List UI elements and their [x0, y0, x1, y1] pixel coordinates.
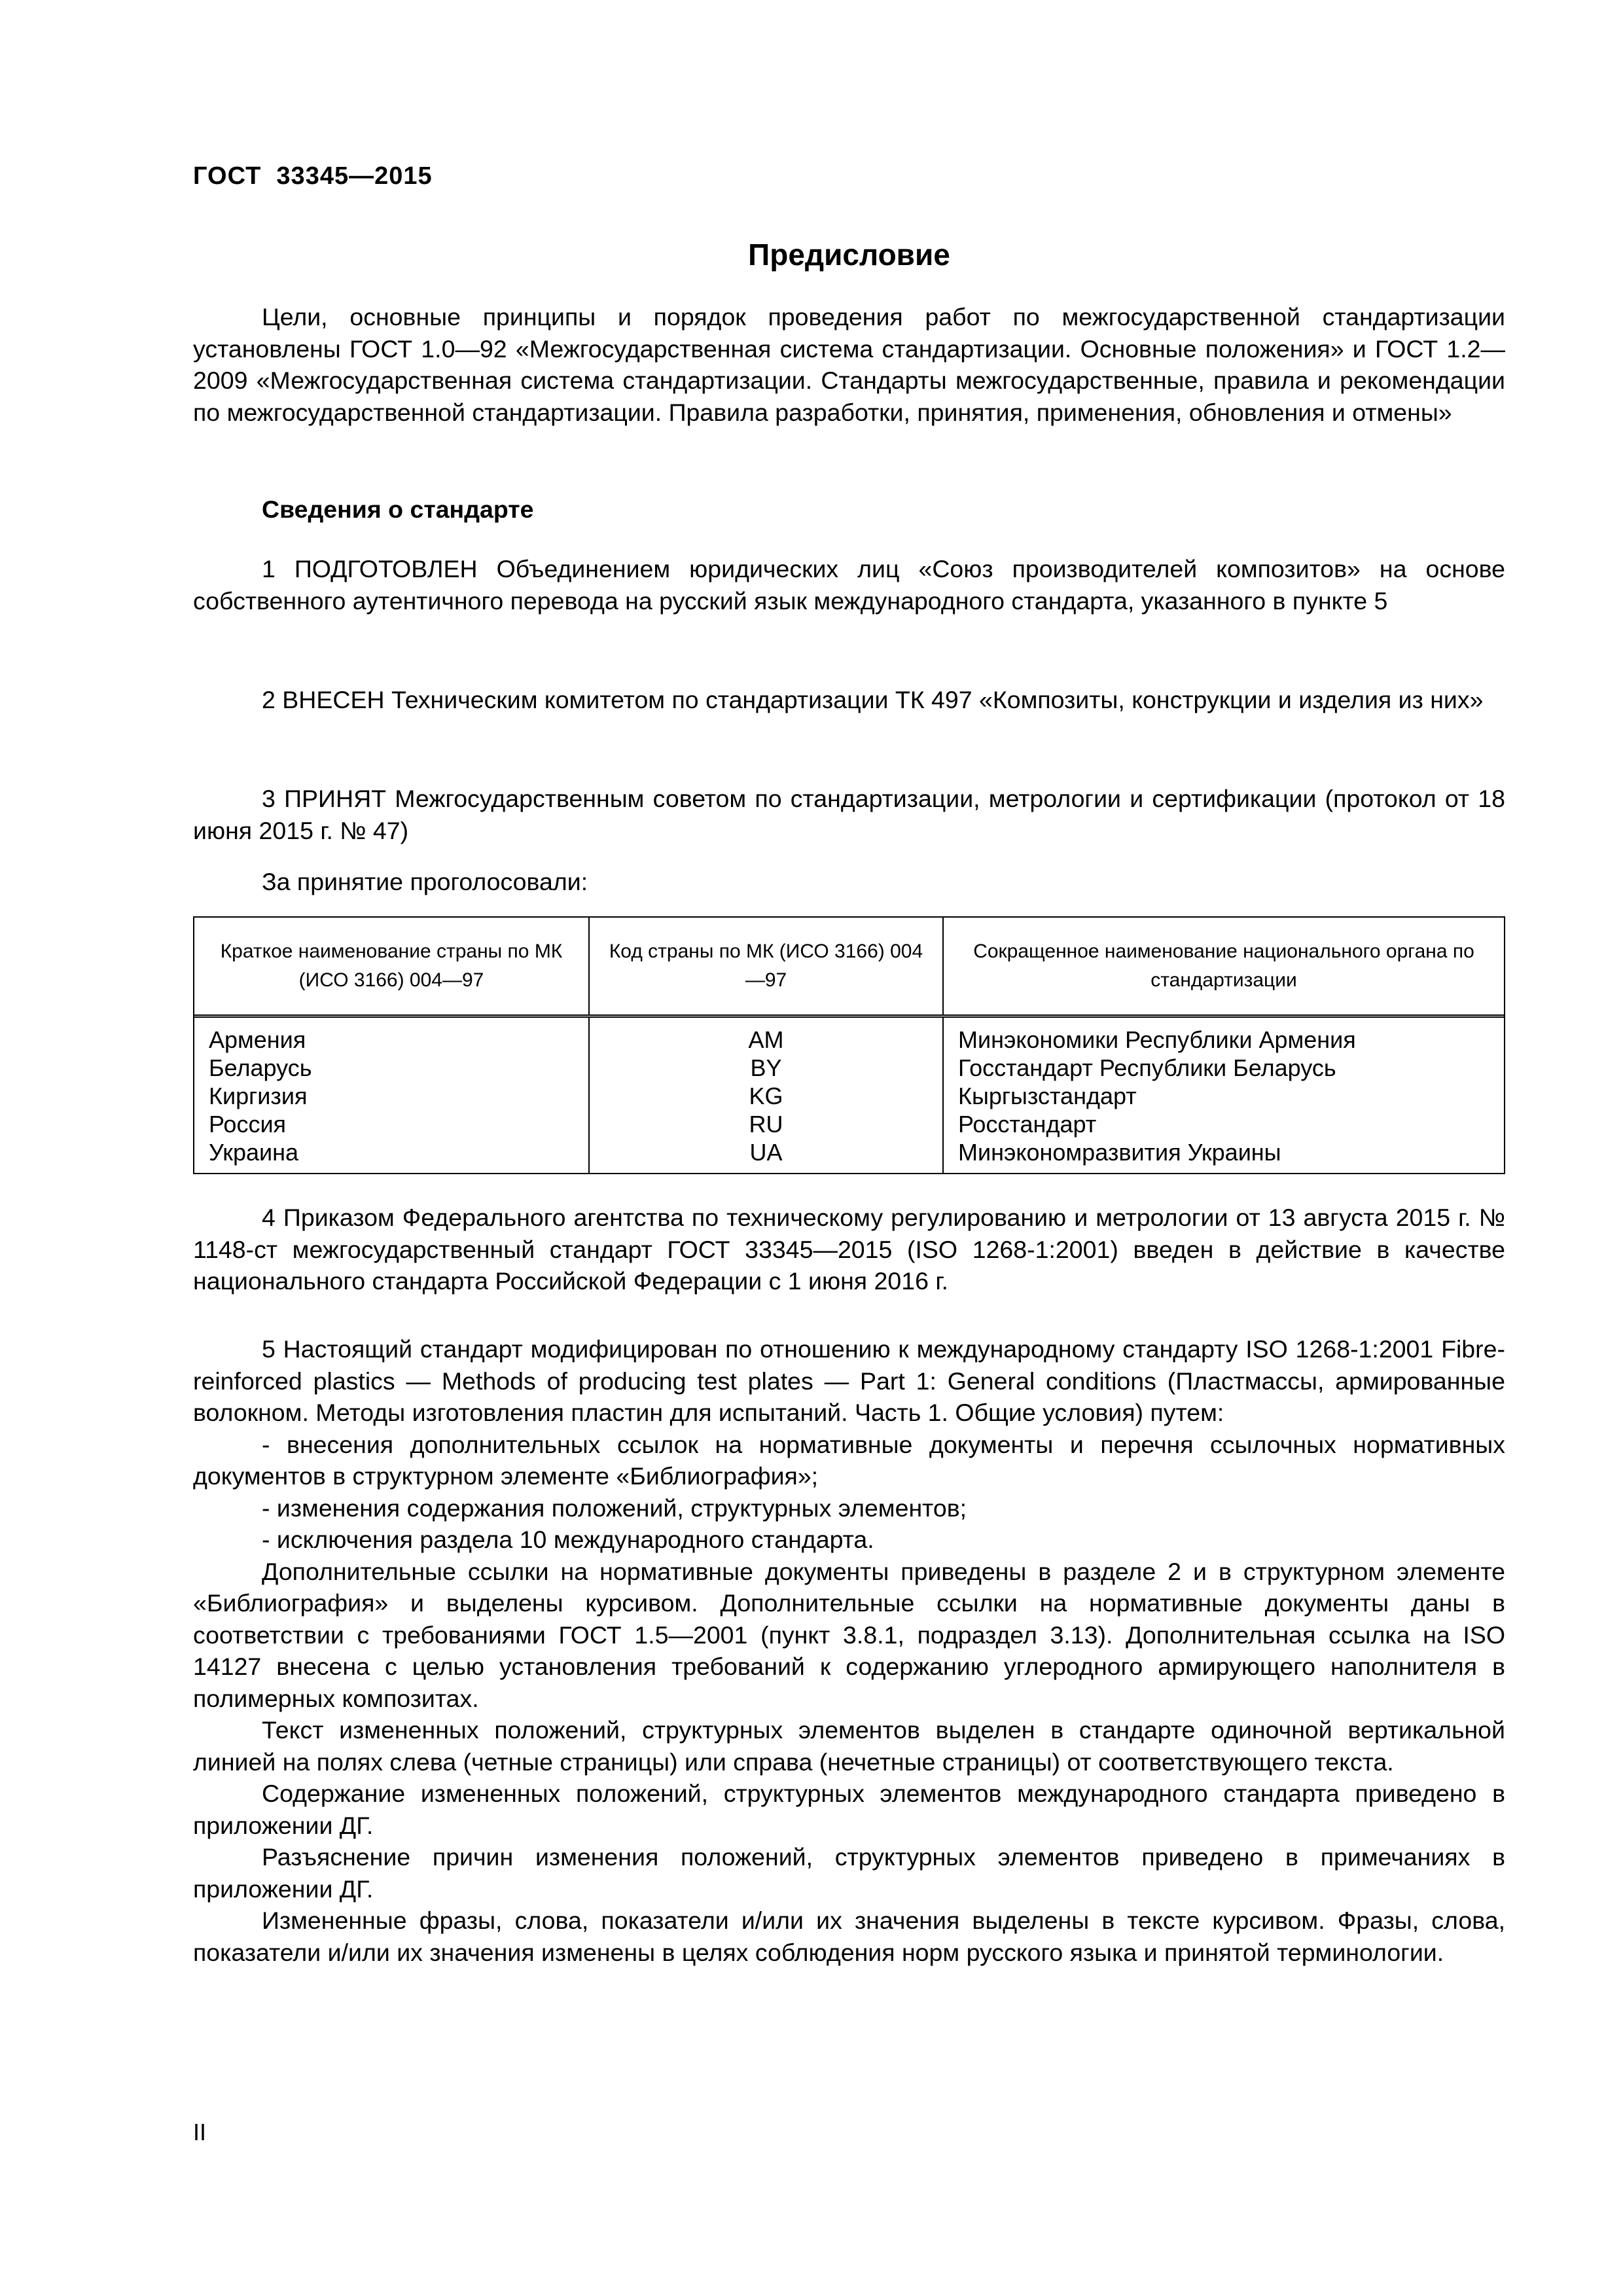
- document-page: [193, 0, 1505, 2296]
- item-5-block: [193, 1333, 1505, 1968]
- item-5-intro-paragraph: 5 Настоящий стандарт модифицирован по отношению к международному стандарту ISO 1268-1:2001 Fibre-reinforced plastics — Methods of producing test plates — Part 1: General conditions (Пластмассы, армированные волокном. Методы изготовления пластин для испытаний. Часть 1. Общие условия) путем:: [193, 1335, 1505, 1426]
- header-country-code: Код страны по МК (ИСО 3166) 004—97: [590, 918, 944, 1014]
- table-cell-body: Росстандарт: [958, 1111, 1097, 1138]
- vote-table-body: [194, 1018, 1504, 1173]
- standard-info-heading: Сведения о стандарте: [262, 495, 534, 523]
- table-cell-country: Армения: [209, 1026, 306, 1053]
- vote-table-header: [194, 918, 1504, 1018]
- item-5-paragraph: Дополнительные ссылки на нормативные документы приведены в разделе 2 и в структурном элементе «Библиография» и выделены курсивом. Дополнительные ссылки на нормативные документы даны в соответствии с требованиями ГОСТ 1.5—2001 (пункт 3.8.1, подраздел 3.13). Дополнительная ссылка на ISO 14127 внесена с целью установления требований к содержанию углеродного армирующего наполнителя в полимерных композитах.: [193, 1557, 1505, 1712]
- table-cell-code: RU: [749, 1111, 783, 1138]
- table-cell-body: Кыргызстандарт: [958, 1083, 1137, 1109]
- vote-table: [193, 916, 1505, 1174]
- table-cell-code: KG: [749, 1083, 783, 1109]
- item-5-list-item: - исключения раздела 10 международного стандарта.: [262, 1526, 874, 1553]
- vote-caption: За принятие проголосовали:: [262, 868, 588, 895]
- table-cell-body: Минэкономики Республики Армения: [958, 1026, 1356, 1053]
- item-5-paragraph: Разъяснение причин изменения положений, структурных элементов приведено в примечаниях в приложении ДГ.: [193, 1843, 1505, 1903]
- table-cell-country: Украина: [209, 1139, 299, 1166]
- item-3-paragraph: 3 ПРИНЯТ Межгосударственным советом по стандартизации, метрологии и сертификации (протокол от 18 июня 2015 г. № 47): [193, 785, 1505, 844]
- country-column: [194, 1018, 590, 1173]
- header-country-name: Краткое наименование страны по МК (ИСО 3166) 004—97: [194, 918, 590, 1014]
- item-5-paragraph: Содержание измененных положений, структурных элементов международного стандарта приведено в приложении ДГ.: [193, 1780, 1505, 1839]
- item-1-block: [193, 553, 1505, 617]
- table-cell-body: Госстандарт Республики Беларусь: [958, 1054, 1336, 1081]
- page-title: Предисловие: [748, 238, 950, 272]
- national-body-column: [944, 1026, 1504, 1166]
- table-cell-country: Беларусь: [209, 1054, 312, 1081]
- table-cell-code: UA: [749, 1139, 783, 1166]
- item-5-paragraph: Текст измененных положений, структурных элементов выделен в стандарте одиночной вертикальной линией на полях слева (четные страницы) или справа (нечетные страницы) от соответствующего текста.: [193, 1716, 1505, 1776]
- page-number: II: [193, 2119, 207, 2145]
- item-1-paragraph: 1 ПОДГОТОВЛЕН Объединением юридических лиц «Союз производителей композитов» на основе собственного аутентичного перевода на русский язык международного стандарта, указанного в пункте 5: [193, 555, 1505, 615]
- code-column: [590, 1018, 944, 1173]
- item-3-block: [193, 783, 1505, 846]
- table-cell-code: BY: [750, 1054, 782, 1081]
- intro-block: [193, 301, 1505, 428]
- item-5-list-item: - изменения содержания положений, структурных элементов;: [262, 1494, 967, 1522]
- header-national-body: Сокращенное наименование национального органа по стандартизации: [973, 941, 1474, 991]
- table-cell-body: Минэкономразвития Украины: [958, 1139, 1281, 1166]
- intro-paragraph: Цели, основные принципы и порядок проведения работ по межгосударственной стандартизации установлены ГОСТ 1.0—92 «Межгосударственная система стандартизации. Основные положения» и ГОСТ 1.2—2009 «Межгосударственная система стандартизации. Стандарты межгосударственные, правила и рекомендации по межгосударственной стандартизации. Правила разработки, принятия, применения, обновления и отмены»: [193, 303, 1505, 426]
- document-code-header: ГОСТ 33345—2015: [193, 162, 433, 190]
- item-2-block: [193, 684, 1505, 716]
- table-cell-country: Киргизия: [209, 1083, 308, 1109]
- item-4-paragraph: 4 Приказом Федерального агентства по техническому регулированию и метрологии от 13 августа 2015 г. № 1148-ст межгосударственный стандарт ГОСТ 33345—2015 (ISO 1268-1:2001) введен в действие в качестве национального стандарта Российской Федерации с 1 июня 2016 г.: [193, 1204, 1505, 1295]
- item-2-paragraph: 2 ВНЕСЕН Техническим комитетом по стандартизации ТК 497 «Композиты, конструкции и изделия из них»: [262, 686, 1484, 713]
- table-cell-country: Россия: [209, 1111, 287, 1138]
- table-cell-code: AM: [748, 1026, 784, 1053]
- item-5-paragraph: Измененные фразы, слова, показатели и/или их значения выделены в тексте курсивом. Фразы, слова, показатели и/или их значения изменены в целях соблюдения норм русского языка и принятой терминологии.: [193, 1907, 1505, 1966]
- item-4-block: [193, 1202, 1505, 1297]
- item-5-list-item: - внесения дополнительных ссылок на нормативные документы и перечня ссылочных нормативных документов в структурном элементе «Библиография»;: [193, 1430, 1505, 1490]
